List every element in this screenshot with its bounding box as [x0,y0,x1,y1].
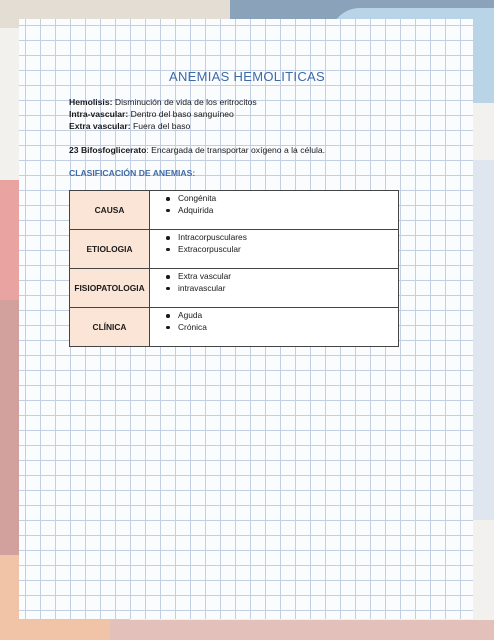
list-item: Extra vascular [178,271,398,283]
list-item: Aguda [178,310,398,322]
list-item: Intracorpusculares [178,232,398,244]
bullet-list [150,232,398,255]
items-cell [150,269,399,308]
bullet-list [150,310,398,333]
definition-text: Fuera del baso [130,121,191,131]
category-cell: CLÍNICA [70,308,150,347]
definition-text: Disminución de vida de los eritrocitos [112,97,257,107]
table-row [70,191,399,230]
items-cell [150,230,399,269]
definition-hemolisis [69,97,257,107]
table-row [70,269,399,308]
category-cell: CAUSA [70,191,150,230]
list-item: Extracorpuscular [178,244,398,256]
decor-shape-bottom [110,620,494,640]
classification-table [69,190,399,347]
definition-term: Intra-vascular: [69,109,129,119]
table-row [70,230,399,269]
bullet-list [150,271,398,294]
note-separator: : [146,145,149,155]
definition-term: Hemolisis [69,97,110,107]
definition-term: Extra vascular: [69,121,131,131]
items-cell [150,191,399,230]
page-title: ANEMIAS HEMOLITICAS [169,69,325,84]
bullet-list [150,193,398,216]
list-item: Crónica [178,322,398,334]
section-heading: CLASIFICACIÓN DE ANEMIAS: [69,168,196,178]
note-term: 23 Bifosfoglicerato [69,145,147,155]
definition-separator: : [109,97,113,107]
list-item: intravascular [178,283,398,295]
items-cell [150,308,399,347]
note-bifosfoglicerato [69,145,325,155]
definition-text: Dentro del baso sanguíneo [128,109,234,119]
note-text: Encargada de transportar oxígeno a la célula. [148,145,326,155]
list-item: Adquirida [178,205,398,217]
table-row [70,308,399,347]
category-cell: ETIOLOGIA [70,230,150,269]
category-cell: FISIOPATOLOGIA [70,269,150,308]
definition-intravascular [69,109,234,119]
definition-extravascular [69,121,190,131]
list-item: Congénita [178,193,398,205]
